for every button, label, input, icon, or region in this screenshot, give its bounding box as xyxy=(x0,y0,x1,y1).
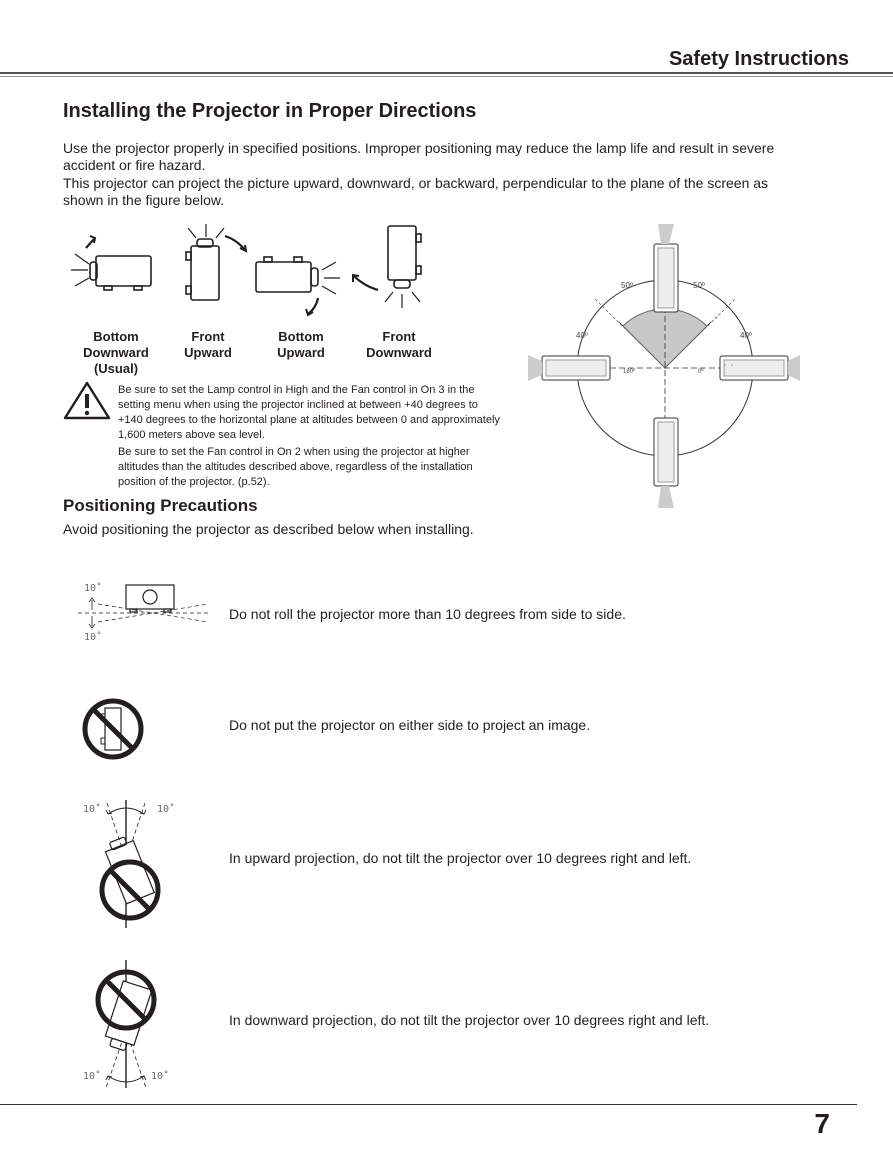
orientation-illustrations xyxy=(60,218,460,318)
upward-degree-left: 10˚ xyxy=(83,804,102,815)
caption-bottom-upward xyxy=(261,329,341,361)
header-rule-thin xyxy=(0,76,893,77)
no-side-placement-icon xyxy=(82,698,146,762)
angle-50-left-label: 50º xyxy=(621,281,633,290)
caption-line: Upward xyxy=(184,345,232,360)
roll-degree-bottom: 10˚ xyxy=(84,632,103,643)
upward-degree-right: 10˚ xyxy=(157,804,176,815)
header-rule xyxy=(0,72,893,74)
precaution-downward-text: In downward projection, do not tilt the projector over 10 degrees right and left. xyxy=(229,1012,710,1028)
projector-front-downward-icon xyxy=(353,226,421,308)
angle-40-right-label: 40º xyxy=(740,331,752,340)
precaution-upward-text: In upward projection, do not tilt the projector over 10 degrees right and left. xyxy=(229,850,692,866)
precaution-side-text: Do not put the projector on either side to project an image. xyxy=(229,717,591,733)
downward-degree-left: 10˚ xyxy=(83,1071,102,1082)
caption-line: Bottom xyxy=(278,329,324,344)
projector-front-upward-icon xyxy=(186,224,246,300)
angle-50-right-label: 50º xyxy=(693,281,705,290)
caption-line: Downward xyxy=(83,345,149,360)
intro-paragraph-1: Use the projector properly in specified positions. Improper positioning may reduce the lamp life and result in severe accident or fire hazard. xyxy=(63,140,775,173)
downward-tilt-limit-illustration xyxy=(76,960,196,1088)
projector-bottom-upward-icon xyxy=(256,257,340,315)
caption-line: Bottom xyxy=(93,329,139,344)
caption-line: Front xyxy=(191,329,225,344)
intro-paragraph-2: This projector can project the picture upward, downward, or backward, perpendicular to the plane of the screen as shown in the figure below. xyxy=(63,175,769,208)
angle-40-left-label: 40º xyxy=(576,331,588,340)
angle-0-label: 0º xyxy=(698,369,704,375)
precautions-intro: Avoid positioning the projector as described below when installing. xyxy=(63,521,474,537)
precaution-roll-text: Do not roll the projector more than 10 degrees from side to side. xyxy=(229,606,626,622)
caption-line: Front xyxy=(382,329,416,344)
caption-line: Downward xyxy=(366,345,432,360)
caption-front-downward xyxy=(356,329,442,361)
caption-line: (Usual) xyxy=(93,361,139,376)
caption-line: Upward xyxy=(277,345,325,360)
caption-front-upward xyxy=(168,329,248,361)
precautions-heading: Positioning Precautions xyxy=(63,496,258,515)
page-title: Installing the Projector in Proper Directions xyxy=(63,100,477,122)
roll-degree-top: 10˚ xyxy=(84,583,103,594)
warning-text-1: Be sure to set the Lamp control in High and the Fan control in On 3 in the setting menu when using the projector inclined at between +40 degrees to +140 degrees to the horizontal plane at altitudes between 0 and approximately 1,600 meters above sea level. xyxy=(118,384,500,441)
footer-rule xyxy=(0,1104,857,1105)
angle-180-label: 180º xyxy=(623,369,636,375)
projector-bottom-downward-icon xyxy=(71,236,151,290)
warning-text-2: Be sure to set the Fan control in On 2 when using the projector at higher altitudes than the altitudes described above, regardless of the installation position of the projector. (p.52). xyxy=(118,446,473,488)
upward-tilt-limit-illustration xyxy=(76,800,196,928)
page-number: 7 xyxy=(814,1108,830,1139)
caption-bottom-downward xyxy=(74,329,158,377)
installation-angle-diagram xyxy=(528,218,798,508)
warning-icon xyxy=(62,380,112,420)
downward-degree-right: 10˚ xyxy=(151,1071,170,1082)
section-title: Safety Instructions xyxy=(668,48,849,70)
